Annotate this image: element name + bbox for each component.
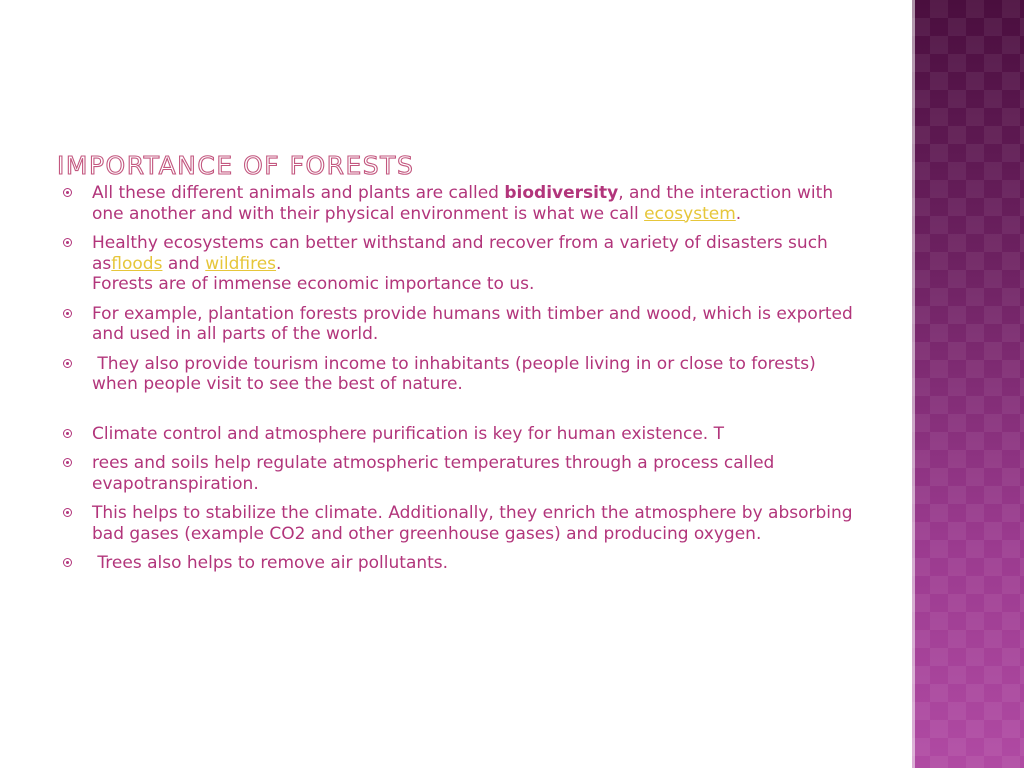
bullet-item-stabilize-climate bbox=[60, 503, 860, 544]
circle-bullet-icon bbox=[63, 238, 72, 247]
slide-title: IMPORTANCE OF FORESTS bbox=[57, 150, 415, 180]
bullet-item-climate-control bbox=[60, 424, 860, 445]
bullet-text: For example, plantation forests provide humans with timber and wood, which is exported and used in all parts of the world. bbox=[92, 303, 853, 344]
link-floods[interactable]: floods bbox=[111, 253, 163, 274]
bullet-text: , and the interaction with one another and with their physical environment is what we call bbox=[92, 183, 834, 224]
link-wildfires[interactable]: wildfires bbox=[205, 253, 277, 274]
bullet-item-evapotranspiration bbox=[60, 453, 860, 494]
bullet-text: All these different animals and plants are called bbox=[92, 183, 505, 203]
circle-bullet-icon bbox=[63, 359, 72, 368]
bullet-text: Healthy ecosystems can better withstand and recover from a variety of disasters such as bbox=[92, 233, 828, 274]
bullet-text: . bbox=[735, 203, 742, 224]
bullet-text: This helps to stabilize the climate. Additionally, they enrich the atmosphere by absorbing bad gases (example CO2 and other greenhouse gases) and producing oxygen. bbox=[92, 503, 853, 544]
bullet-item-air-pollutants bbox=[60, 553, 860, 574]
circle-bullet-icon bbox=[63, 309, 72, 318]
bullet-text: rees and soils help regulate atmospheric temperatures through a process called evapotranspiration. bbox=[92, 453, 775, 494]
circle-bullet-icon bbox=[63, 188, 72, 197]
bullet-text: Trees also helps to remove air pollutants. bbox=[92, 553, 449, 573]
bold-term-biodiversity: biodiversity bbox=[504, 183, 619, 203]
circle-bullet-icon bbox=[63, 558, 72, 567]
bullet-text: Climate control and atmosphere purification is key for human existence. T bbox=[92, 423, 724, 444]
decorative-side-band bbox=[912, 0, 1024, 768]
circle-bullet-icon bbox=[63, 458, 72, 467]
bullet-list bbox=[60, 183, 860, 583]
bullet-text: . bbox=[276, 253, 282, 274]
bullet-text-line2: Forests are of immense economic importance to us. bbox=[92, 274, 535, 294]
bullet-item-disasters bbox=[60, 233, 860, 295]
bullet-item-timber bbox=[60, 304, 860, 345]
circle-bullet-icon bbox=[63, 429, 72, 438]
bullet-item-tourism bbox=[60, 354, 860, 395]
bullet-text: They also provide tourism income to inhabitants (people living in or close to forests) when people visit to see the best of nature. bbox=[92, 353, 822, 394]
circle-bullet-icon bbox=[63, 508, 72, 517]
link-ecosystem[interactable]: ecosystem bbox=[644, 203, 736, 224]
bullet-text: and bbox=[162, 253, 206, 274]
bullet-item-biodiversity bbox=[60, 183, 860, 224]
